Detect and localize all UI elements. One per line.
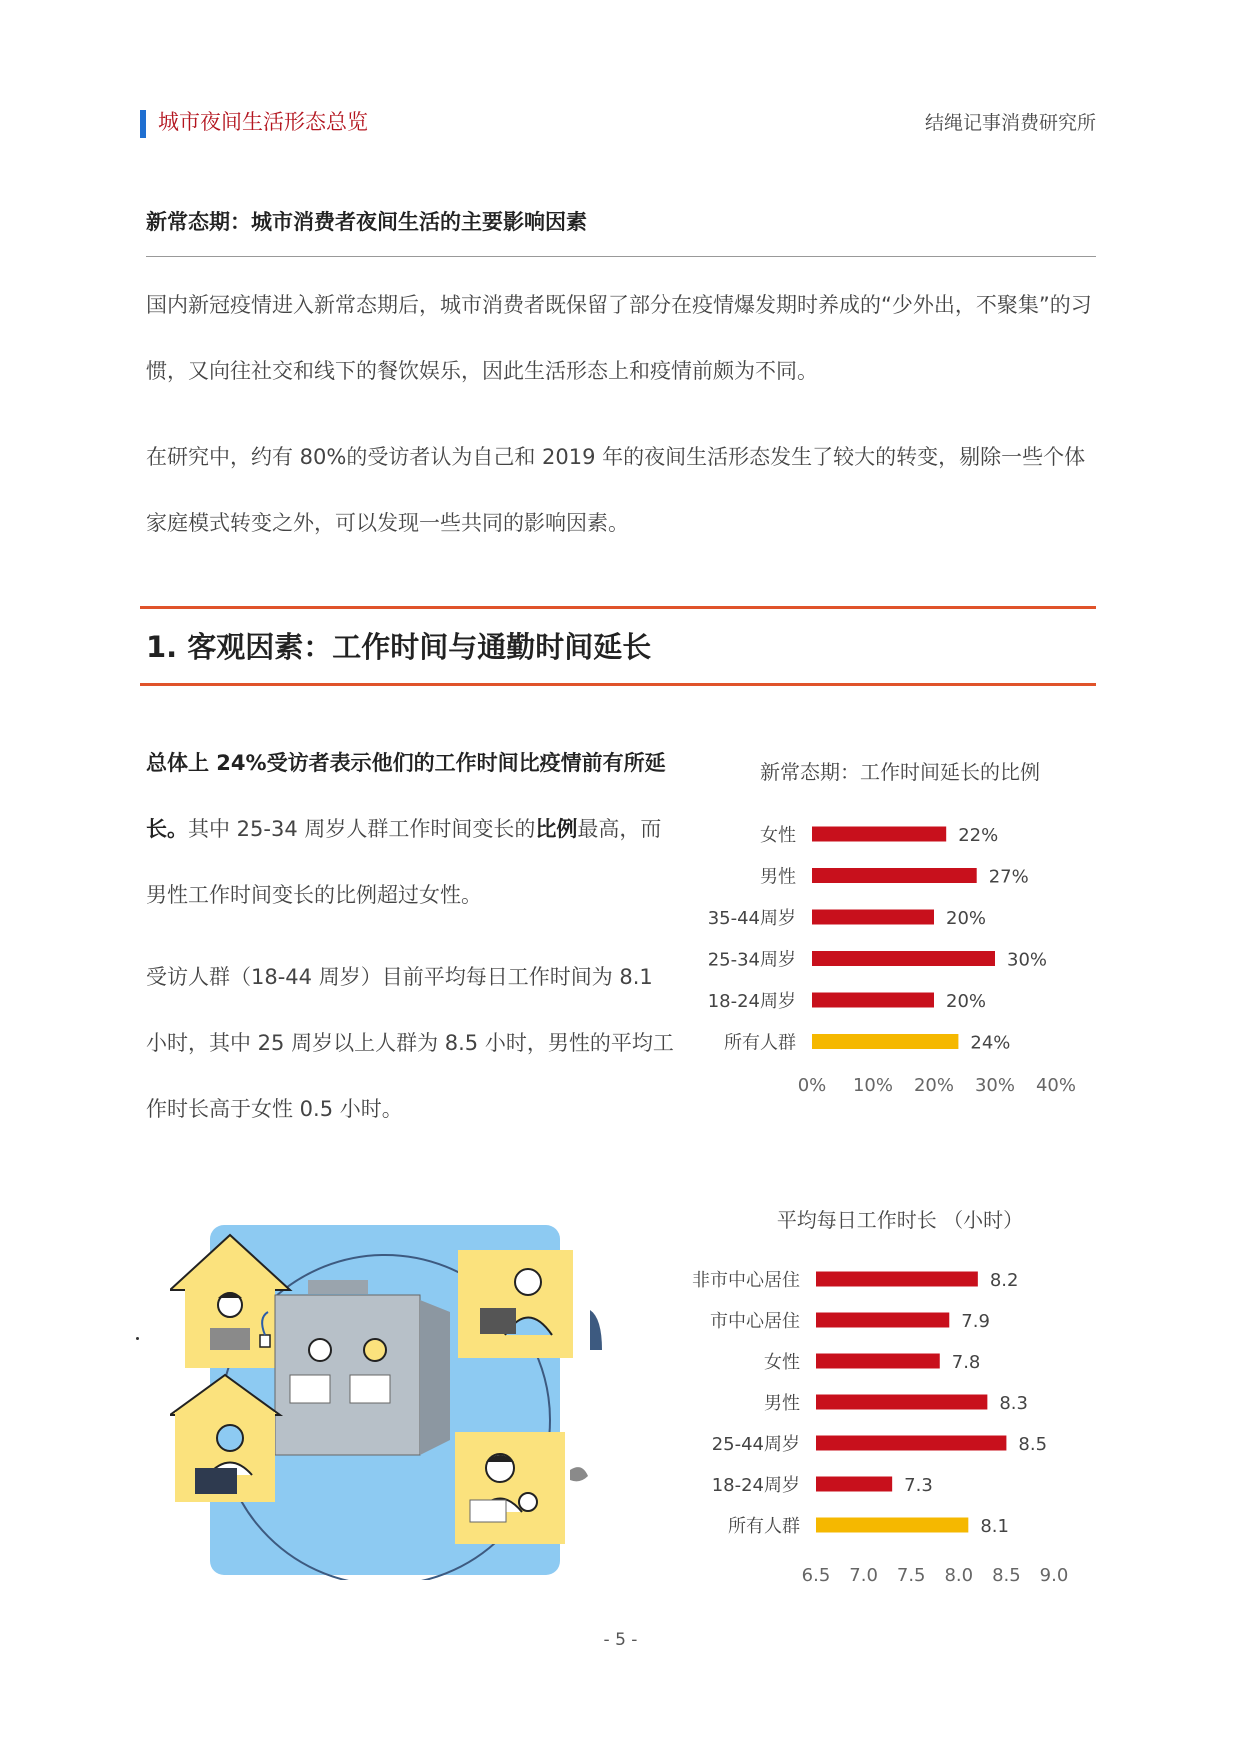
category-label: 男性 [764, 1393, 800, 1414]
stray-dot [136, 1337, 139, 1340]
body-paragraph-1 [146, 730, 676, 928]
section-title: 1. 客观因素：工作时间与通勤时间延长 [146, 630, 652, 664]
header-publisher: 结绳记事消费研究所 [924, 112, 1096, 134]
value-label: 20% [946, 991, 987, 1012]
section-rule-top [140, 606, 1096, 609]
body-text-tail: 最高，而男性工作时间变长的比例超过女性。 [146, 817, 662, 907]
laptop-icon [195, 1468, 237, 1494]
plant-icon [590, 1310, 602, 1350]
body-bold-lead: 总体上 24%受访者表示他们的工作时间比疫情前有所延长。 [146, 751, 666, 841]
tick-label: 30% [974, 1075, 1016, 1096]
page-number: - 5 - [603, 1630, 638, 1650]
category-label: 25-34周岁 [707, 949, 796, 971]
home-office-card [458, 1250, 573, 1358]
category-label: 25-44周岁 [711, 1434, 800, 1455]
tick-label: 20% [913, 1075, 955, 1096]
chart1-title: 新常态期：工作时间延长的比例 [760, 760, 1040, 784]
bar [816, 1518, 968, 1533]
value-label: 7.9 [961, 1311, 990, 1332]
bar [812, 1034, 958, 1049]
bar [812, 827, 946, 842]
bar [816, 1313, 949, 1328]
tick-label: 40% [1035, 1075, 1077, 1096]
tick-label: 9.0 [1039, 1565, 1069, 1586]
laptop-icon [470, 1500, 506, 1522]
laptop-icon [210, 1328, 250, 1350]
category-label: 18-24周岁 [711, 1475, 800, 1496]
chart-work-time-extended [660, 800, 1100, 1100]
plant-icon [570, 1467, 588, 1481]
tick-label: 8.5 [992, 1565, 1021, 1586]
category-label: 男性 [760, 866, 796, 888]
value-label: 30% [1007, 949, 1048, 971]
value-label: 8.1 [980, 1516, 1009, 1537]
category-label: 35-44周岁 [707, 908, 796, 929]
value-label: 8.5 [1018, 1434, 1048, 1455]
bar [816, 1354, 940, 1369]
tick-label: 7.5 [896, 1565, 926, 1586]
bar [816, 1272, 978, 1287]
tick-label: 7.0 [849, 1565, 878, 1586]
bar [812, 993, 934, 1008]
bar [816, 1477, 892, 1492]
office-building-icon [275, 1280, 450, 1455]
divider [146, 256, 1096, 257]
category-label: 女性 [760, 825, 796, 846]
header-accent-bar [140, 110, 146, 138]
category-label: 非市中心居住 [692, 1270, 800, 1291]
value-label: 24% [970, 1032, 1011, 1054]
value-label: 8.3 [999, 1393, 1029, 1414]
bar [812, 910, 934, 925]
bar [812, 951, 995, 966]
value-label: 7.8 [951, 1352, 981, 1373]
tick-label: 0% [797, 1075, 827, 1096]
child-icon [519, 1493, 537, 1511]
monitor-icon [480, 1308, 516, 1334]
value-label: 20% [946, 908, 987, 929]
body-paragraph-2: 受访人群（18-44 周岁）目前平均每日工作时间为 8.1 小时，其中 25 周岁以上人群为 8.5 小时，男性的平均工作时长高于女性 0.5 小时。 [146, 965, 674, 1121]
category-label: 18-24周岁 [707, 991, 796, 1012]
value-label: 7.3 [904, 1475, 933, 1496]
paragraph-2: 在研究中，约有 80%的受访者认为自己和 2019 年的夜间生活形态发生了较大的转变，剔除一些个体家庭模式转变之外，可以发现一些共同的影响因素。 [146, 445, 1086, 535]
tick-label: 10% [852, 1075, 894, 1096]
category-label: 所有人群 [724, 1032, 796, 1054]
value-label: 27% [988, 866, 1029, 888]
body-bold-word: 比例 [535, 817, 578, 841]
paragraph-1: 国内新冠疫情进入新常态期后，城市消费者既保留了部分在疫情爆发期时养成的“少外出，不聚集”的习惯，又向往社交和线下的餐饮娱乐，因此生活形态上和疫情前颇为不同。 [146, 293, 1092, 383]
bar [816, 1395, 987, 1410]
category-label: 市中心居住 [710, 1311, 800, 1332]
tick-label: 6.5 [801, 1565, 831, 1586]
value-label: 8.2 [989, 1270, 1019, 1291]
chart-daily-work-hours [660, 1245, 1100, 1590]
category-label: 女性 [764, 1352, 800, 1373]
category-label: 所有人群 [728, 1516, 800, 1537]
body-text-mid: 其中 25-34 周岁人群工作时间变长的 [188, 817, 536, 841]
bar [816, 1436, 1006, 1451]
value-label: 22% [958, 825, 999, 846]
subheading: 新常态期：城市消费者夜间生活的主要影响因素 [146, 210, 587, 234]
section-rule-bottom [140, 683, 1096, 686]
chart2-title: 平均每日工作时长 （小时） [776, 1208, 1024, 1232]
remote-work-illustration [170, 1200, 610, 1580]
family-card [455, 1432, 565, 1544]
bar [812, 868, 977, 883]
tick-label: 8.0 [944, 1565, 974, 1586]
header-section-title: 城市夜间生活形态总览 [158, 110, 368, 134]
